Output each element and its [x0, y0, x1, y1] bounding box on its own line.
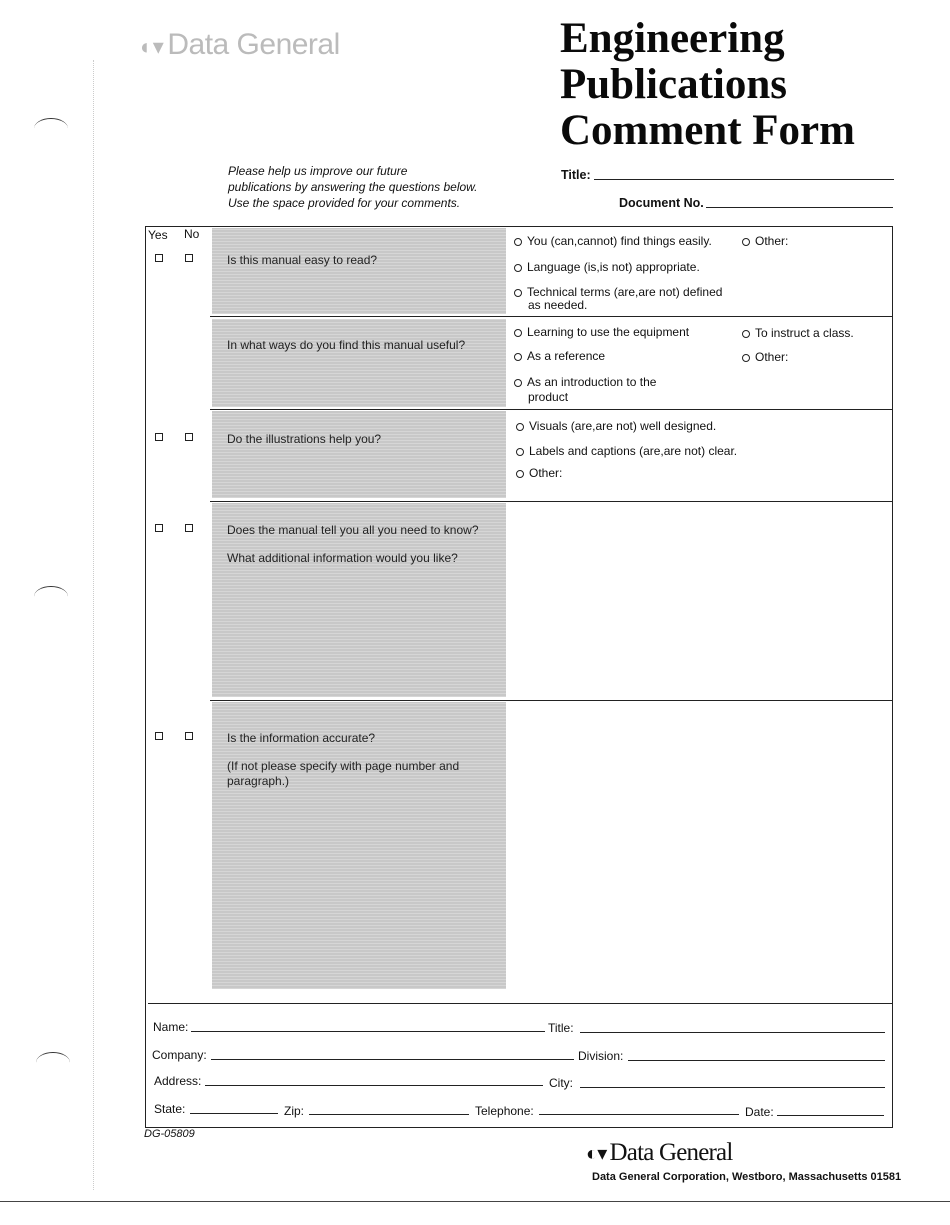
zip-field[interactable] — [309, 1114, 469, 1115]
radio-circle-icon — [516, 423, 524, 431]
instructions: Please help us improve our future publications by answering the questions below. Use the space provided for your comments. — [228, 164, 478, 210]
no-header: No — [184, 227, 200, 241]
title-label: Title: — [548, 1021, 574, 1035]
radio-circle-icon — [742, 354, 750, 362]
option-language[interactable]: Language (is,is not) appropriate. — [514, 260, 700, 275]
option-learning[interactable]: Learning to use the equipment — [514, 325, 689, 340]
zip-label: Zip: — [284, 1104, 305, 1118]
division-field[interactable] — [628, 1060, 885, 1061]
address-label: Address: — [154, 1074, 202, 1088]
form-title: Engineering Publications Comment Form — [560, 15, 855, 154]
company-field[interactable] — [211, 1059, 574, 1060]
no-checkbox-4[interactable] — [185, 524, 193, 532]
publication-title-field[interactable] — [594, 179, 894, 180]
option-introduction[interactable]: As an introduction to the — [514, 375, 656, 390]
telephone-field[interactable] — [539, 1114, 739, 1115]
state-label: State: — [154, 1102, 186, 1116]
date-field[interactable] — [777, 1115, 884, 1116]
question-2: In what ways do you find this manual useful? — [227, 338, 466, 352]
option-labels-captions[interactable]: Labels and captions (are,are not) clear. — [516, 444, 737, 459]
question-4: Does the manual tell you all you need to know? — [227, 523, 479, 537]
city-field[interactable] — [580, 1087, 885, 1088]
row-divider — [210, 700, 893, 701]
data-general-logo-icon: ◐▾ — [586, 1143, 607, 1165]
address-field[interactable] — [205, 1085, 543, 1086]
contact-divider — [148, 1003, 893, 1004]
radio-circle-icon — [514, 353, 522, 361]
row-divider — [210, 409, 893, 410]
option-other-3[interactable]: Other: — [516, 466, 562, 481]
option-introduction-cont: product — [528, 390, 569, 404]
data-general-logo-icon: ◐▾ — [140, 34, 164, 59]
yes-checkbox-3[interactable] — [155, 433, 163, 441]
binder-hole-top — [34, 118, 68, 139]
option-other-1[interactable]: Other: — [742, 234, 788, 249]
option-find-things[interactable]: You (can,cannot) find things easily. — [514, 234, 712, 249]
title-field[interactable] — [580, 1032, 885, 1033]
option-technical-terms[interactable]: Technical terms (are,are not) defined — [514, 285, 722, 300]
perforation-line — [93, 60, 94, 1190]
radio-circle-icon — [516, 448, 524, 456]
radio-circle-icon — [514, 379, 522, 387]
yes-checkbox-5[interactable] — [155, 732, 163, 740]
name-field[interactable] — [191, 1031, 545, 1032]
form-code: DG-05809 — [144, 1128, 195, 1140]
radio-circle-icon — [514, 289, 522, 297]
data-general-logo-bottom: ◐▾ Data General — [586, 1139, 733, 1166]
date-label: Date: — [745, 1105, 774, 1119]
question-cell-2 — [212, 319, 506, 407]
option-technical-terms-cont: as needed. — [528, 298, 588, 312]
question-5-note-cont: paragraph.) — [227, 774, 290, 788]
question-5-note: (If not please specify with page number and — [227, 759, 460, 773]
row-divider — [210, 501, 893, 502]
yes-header: Yes — [148, 228, 168, 242]
question-cell-3 — [212, 411, 506, 498]
option-instruct-class[interactable]: To instruct a class. — [742, 326, 854, 341]
data-general-logo-top: ◐▾ Data General — [140, 28, 340, 61]
radio-circle-icon — [742, 330, 750, 338]
question-5: Is the information accurate? — [227, 731, 376, 745]
company-label: Company: — [152, 1048, 207, 1062]
telephone-label: Telephone: — [475, 1104, 534, 1118]
radio-circle-icon — [742, 238, 750, 246]
radio-circle-icon — [516, 470, 524, 478]
option-other-2[interactable]: Other: — [742, 350, 788, 365]
option-reference[interactable]: As a reference — [514, 349, 605, 364]
radio-circle-icon — [514, 238, 522, 246]
binder-hole-middle — [34, 586, 68, 607]
yes-checkbox-4[interactable] — [155, 524, 163, 532]
row-divider — [210, 316, 893, 317]
question-4-followup: What additional information would you like? — [227, 551, 458, 565]
division-label: Division: — [578, 1049, 624, 1063]
state-field[interactable] — [190, 1113, 278, 1114]
question-1: Is this manual easy to read? — [227, 253, 378, 267]
yes-checkbox-1[interactable] — [155, 254, 163, 262]
radio-circle-icon — [514, 329, 522, 337]
no-checkbox-3[interactable] — [185, 433, 193, 441]
no-checkbox-5[interactable] — [185, 732, 193, 740]
city-label: City: — [549, 1076, 573, 1090]
no-checkbox-1[interactable] — [185, 254, 193, 262]
radio-circle-icon — [514, 264, 522, 272]
document-no-field[interactable] — [706, 207, 893, 208]
company-address: Data General Corporation, Westboro, Massachusetts 01581 — [592, 1171, 902, 1183]
option-visuals[interactable]: Visuals (are,are not) well designed. — [516, 419, 716, 434]
name-label: Name: — [153, 1020, 189, 1034]
question-3: Do the illustrations help you? — [227, 432, 382, 446]
binder-hole-bottom — [36, 1052, 70, 1073]
page-bottom-edge — [0, 1201, 950, 1202]
document-no-label: Document No. — [619, 196, 704, 210]
question-cell-1 — [212, 228, 506, 314]
publication-title-label: Title: — [561, 168, 591, 182]
